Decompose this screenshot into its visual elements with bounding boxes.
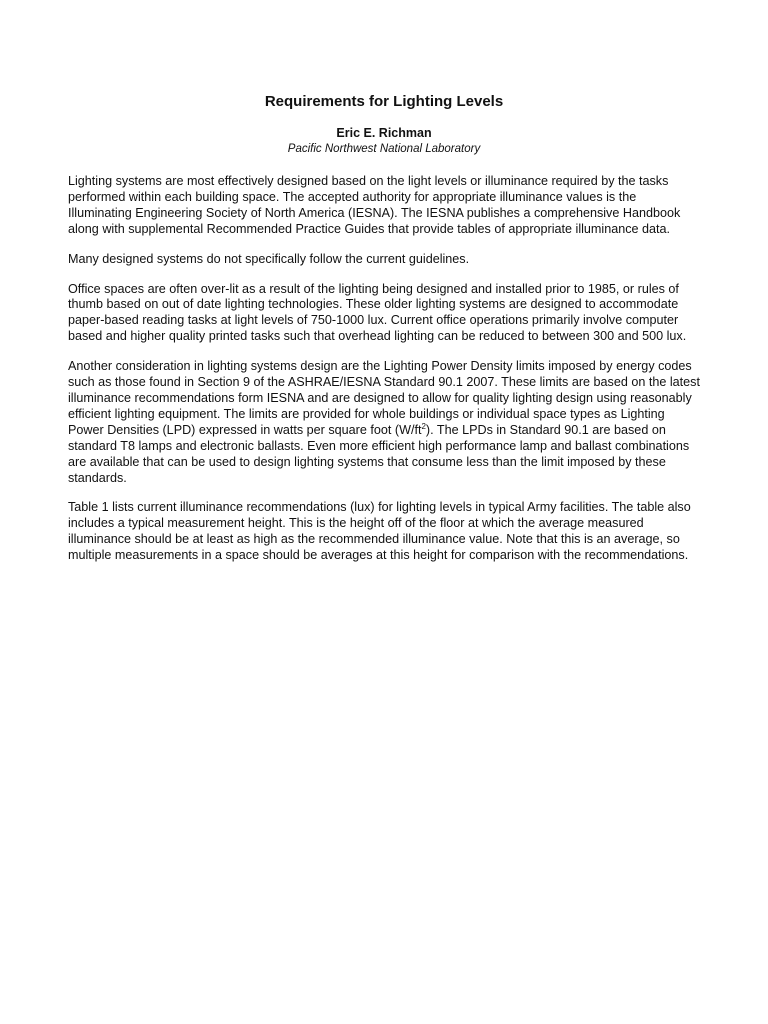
paragraph-4-part-1: Another consideration in lighting systems design are the Lighting Power Density limits imposed by energy codes such as those found in Section 9 of the ASHRAE/IESNA Standard 90.1 2007. These limits are based on the latest illuminance recommendations form IESNA and are designed to allow for quality lighting design using reasonably efficient lighting equipment. The limits are provided for whole buildings or individual space types as Lighting Power Densities (LPD) expressed in watts per square foot (W/ft (68, 359, 700, 437)
superscript-2: 2 (421, 421, 426, 431)
document-page (0, 93, 768, 1024)
paragraph-5: Table 1 lists current illuminance recommendations (lux) for lighting levels in typical Army facilities. The table also includes a typical measurement height. This is the height off of the floor at which the average measured illuminance should be at least as high as the recommended illuminance value. Note that this is an average, so multiple measurements in a space should be averages at this height for comparison with the recommendations. (68, 500, 691, 563)
paragraph-4-part-2: ). The LPDs in Standard 90.1 are based on standard T8 lamps and electronic ballasts. Even more efficient high performance lamp and ballast combinations are available that can be used to design lighting systems that consume less than the limit imposed by these standards. (68, 422, 690, 485)
paragraph-4 (68, 359, 700, 486)
paragraph-1: Lighting systems are most effectively designed based on the light levels or illuminance required by the tasks performed within each building space. The accepted authority for appropriate illuminance values is the Illuminating Engineering Society of North America (IESNA). The IESNA publishes a comprehensive Handbook along with supplemental Recommended Practice Guides that provide tables of appropriate illuminance data. (68, 174, 681, 236)
document-title: Requirements for Lighting Levels (264, 93, 504, 110)
paragraph-3: Office spaces are often over-lit as a result of the lighting being designed and installed prior to 1985, or rules of thumb based on out of date lighting technologies. These older lighting systems are designed to accommodate paper-based reading tasks at light levels of 750-1000 lux. Current office operations primarily involve computer based and higher quality printed tasks such that overhead lighting can be reduced to between 300 and 500 lux. (68, 281, 687, 344)
document-body (68, 174, 700, 564)
paragraph-2: Many designed systems do not specifically follow the current guidelines. (68, 251, 470, 266)
author-affiliation: Pacific Northwest National Laboratory (287, 143, 481, 155)
author-name: Eric E. Richman (336, 126, 432, 140)
